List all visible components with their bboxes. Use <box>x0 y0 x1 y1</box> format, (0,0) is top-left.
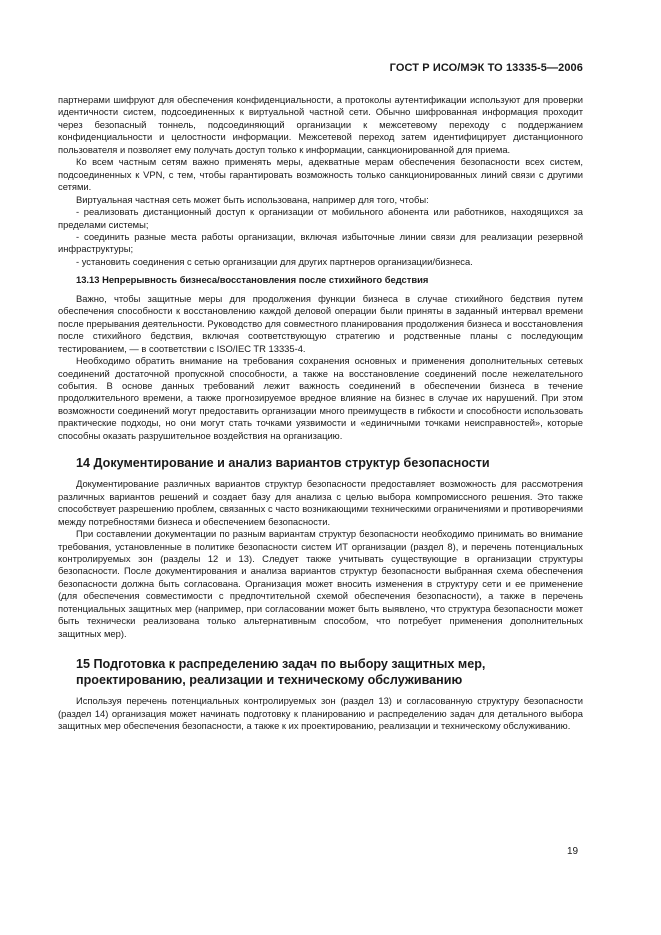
section-heading-15-line2: проектированию, реализации и техническому обслуживанию <box>76 673 463 688</box>
section-heading-14: 14 Документирование и анализ вариантов структур безопасности <box>76 456 490 471</box>
paragraph: Документирование различных вариантов структур безопасности предоставляет возможность для рассмотрения различных вариантов решений и создает базу для анализа с целью выбора компромиссного решения. Это также способствует разрешению проблем, связанных с часто возникающими техническими ограничениями и противоречиями между потребностями бизнеса и обеспечением безопасности. <box>58 478 583 527</box>
paragraph: партнерами шифруют для обеспечения конфиденциальности, а протоколы аутентификации используют для проверки идентичности систем, подсоединенных к виртуальной частной сети. Обычно шифрованная информация проходит через безопасный тоннель, подсоединяющий организации к межсетевому переходу с поддержанием конфиденциальности и целостности информации. Межсетевой переход затем идентифицирует дистанционного пользователя и позволяет ему получать доступ только к информации, санкционированной для приема. <box>58 94 583 155</box>
list-item: - соединить разные места работы организации, включая избыточные линии связи для реализации резервной инфраструктуры; <box>58 230 583 255</box>
paragraph: Необходимо обратить внимание на требования сохранения основных и применения дополнительных сетевых соединений достаточной пропускной способности, а также на восстановление соединений после нежелательного события. В основе данных требований лежит важность соединений в обеспечении бизнеса в течение продолжительного времени, а также прогнозируемое вредное влияние на бизнес в случае их нарушений. При этом возможности соединений могут предоставить организации много преимуществ в гибкости и способности использовать практические подходы, но они могут стать точками уязвимости и «единичными точками неисправностей», которые способны оказать разрушительное воздействия на организацию. <box>58 355 583 441</box>
paragraph: Виртуальная частная сеть может быть использована, например для того, чтобы: <box>76 193 429 205</box>
list-item: - реализовать дистанционный доступ к организации от мобильного абонента или работников, находящихся за пределами системы; <box>58 206 583 230</box>
page-number: 19 <box>567 846 579 857</box>
paragraph: При составлении документации по разным вариантам структур безопасности необходимо принимать во внимание требования, установленные в политике безопасности систем ИТ организации (раздел 8), и перечень потенциальных контролируемых зон (разделы 12 и 13). Следует также учитывать существующие в организации структуры безопасности. После документирования и анализа вариантов структур безопасности выбранная схема обеспечения безопасности должна быть согласована. Организация может вносить изменения в структуру сети и ее применение (для обеспечения совместимости с предпочтительной схемой обеспечения безопасности), а также в перечень потенциальных защитных мер (например, при согласовании может быть выявлено, что структура безопасности может быть технически реализована только альтернативным способом, что потребует применения дополнительных защитных мер). <box>58 528 583 639</box>
paragraph: Используя перечень потенциальных контролируемых зон (раздел 13) и согласованную структуру безопасности (раздел 14) организация может начинать подготовку к планированию и распределению задач для детального выбора защитных мер обеспечения безопасности, а также к их проектированию, реализации и техническому обслуживанию. <box>58 695 583 732</box>
document-header: ГОСТ Р ИСО/МЭК ТО 13335-5—2006 <box>389 62 583 74</box>
section-heading-15-line1: 15 Подготовка к распределению задач по выбору защитных мер, <box>76 657 486 672</box>
paragraph: Важно, чтобы защитные меры для продолжения функции бизнеса в случае стихийного бедствия путем обеспечения способности к восстановлению каждой деловой операции были приняты в заданный интервал времени после прерывания деятельности. Руководство для совместного планирования продолжения бизнеса и восстановления после стихийного бедствия, включая соответствующую стратегию и родственные планы с последующим тестированием, — в соответствии с ISO/IEC TR 13335-4. <box>58 292 583 354</box>
list-item: - установить соединения с сетью организации для других партнеров организации/бизнеса. <box>76 255 473 267</box>
page-content <box>58 94 583 732</box>
section-heading-15 <box>58 656 583 688</box>
paragraph: Ко всем частным сетям важно применять меры, адекватные мерам обеспечения безопасности всех систем, подсоединенных к VPN, с тем, чтобы гарантировать возможность только санкционированных линий связи с другими сетями. <box>58 156 583 193</box>
subsection-heading-13-13: 13.13 Непрерывность бизнеса/восстановления после стихийного бедствия <box>76 274 429 286</box>
